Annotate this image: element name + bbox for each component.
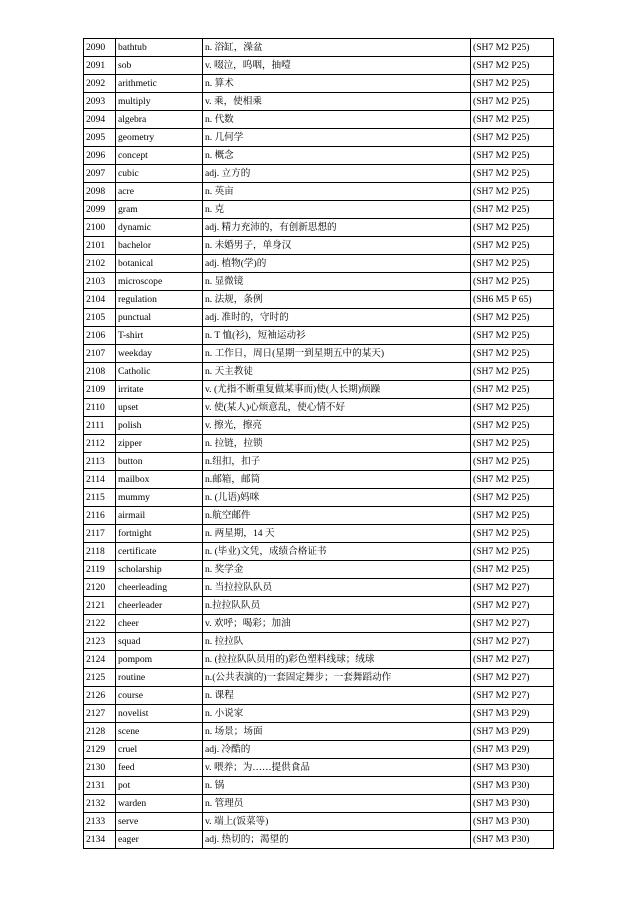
table-row — [84, 165, 554, 183]
chinese-definition: n. 小说家 — [203, 705, 471, 723]
source-reference: (SH7 M3 P30) — [471, 831, 554, 849]
english-word: eager — [116, 831, 203, 849]
table-row — [84, 399, 554, 417]
entry-number: 2095 — [84, 129, 116, 147]
chinese-definition: n. 浴缸，澡盆 — [203, 39, 471, 57]
table-row — [84, 831, 554, 849]
chinese-definition: n. 工作日，周日(星期一到星期五中的某天) — [203, 345, 471, 363]
table-row — [84, 687, 554, 705]
table-row — [84, 273, 554, 291]
table-row — [84, 435, 554, 453]
source-reference: (SH7 M2 P25) — [471, 57, 554, 75]
entry-number: 2117 — [84, 525, 116, 543]
table-row — [84, 183, 554, 201]
entry-number: 2115 — [84, 489, 116, 507]
chinese-definition: n. (儿语)妈咪 — [203, 489, 471, 507]
source-reference: (SH7 M2 P25) — [471, 417, 554, 435]
source-reference: (SH7 M2 P25) — [471, 75, 554, 93]
english-word: mailbox — [116, 471, 203, 489]
source-reference: (SH7 M2 P25) — [471, 147, 554, 165]
chinese-definition: adj. 准时的，守时的 — [203, 309, 471, 327]
source-reference: (SH7 M2 P27) — [471, 615, 554, 633]
english-word: feed — [116, 759, 203, 777]
english-word: mummy — [116, 489, 203, 507]
source-reference: (SH7 M2 P27) — [471, 579, 554, 597]
table-row — [84, 417, 554, 435]
table-row — [84, 453, 554, 471]
english-word: T-shirt — [116, 327, 203, 345]
english-word: bathtub — [116, 39, 203, 57]
table-row — [84, 777, 554, 795]
english-word: regulation — [116, 291, 203, 309]
source-reference: (SH7 M3 P30) — [471, 759, 554, 777]
source-reference: (SH7 M3 P30) — [471, 777, 554, 795]
english-word: airmail — [116, 507, 203, 525]
chinese-definition: n. 管理员 — [203, 795, 471, 813]
source-reference: (SH7 M2 P25) — [471, 381, 554, 399]
entry-number: 2104 — [84, 291, 116, 309]
english-word: scholarship — [116, 561, 203, 579]
english-word: acre — [116, 183, 203, 201]
english-word: zipper — [116, 435, 203, 453]
source-reference: (SH7 M3 P29) — [471, 705, 554, 723]
source-reference: (SH7 M2 P25) — [471, 237, 554, 255]
entry-number: 2131 — [84, 777, 116, 795]
entry-number: 2126 — [84, 687, 116, 705]
chinese-definition: n. (拉拉队队员用的)彩色塑料线球；绒球 — [203, 651, 471, 669]
chinese-definition: n. 两星期，14 天 — [203, 525, 471, 543]
source-reference: (SH7 M3 P30) — [471, 795, 554, 813]
chinese-definition: n. (毕业)文凭，成绩合格证书 — [203, 543, 471, 561]
table-row — [84, 129, 554, 147]
table-row — [84, 597, 554, 615]
source-reference: (SH7 M3 P29) — [471, 723, 554, 741]
entry-number: 2099 — [84, 201, 116, 219]
table-row — [84, 201, 554, 219]
source-reference: (SH7 M2 P25) — [471, 93, 554, 111]
source-reference: (SH7 M2 P27) — [471, 633, 554, 651]
english-word: cheerleading — [116, 579, 203, 597]
source-reference: (SH7 M2 P25) — [471, 543, 554, 561]
entry-number: 2100 — [84, 219, 116, 237]
source-reference: (SH7 M2 P25) — [471, 327, 554, 345]
source-reference: (SH7 M2 P25) — [471, 39, 554, 57]
entry-number: 2091 — [84, 57, 116, 75]
entry-number: 2092 — [84, 75, 116, 93]
source-reference: (SH7 M2 P25) — [471, 129, 554, 147]
entry-number: 2119 — [84, 561, 116, 579]
source-reference: (SH7 M2 P25) — [471, 453, 554, 471]
chinese-definition: v. 擦光，擦亮 — [203, 417, 471, 435]
table-row — [84, 75, 554, 93]
source-reference: (SH7 M2 P27) — [471, 669, 554, 687]
table-row — [84, 813, 554, 831]
entry-number: 2094 — [84, 111, 116, 129]
chinese-definition: adj. 热切的；渴望的 — [203, 831, 471, 849]
chinese-definition: v. (尤指不断重复做某事而)使(人长期)烦躁 — [203, 381, 471, 399]
english-word: novelist — [116, 705, 203, 723]
english-word: punctual — [116, 309, 203, 327]
source-reference: (SH7 M2 P25) — [471, 471, 554, 489]
english-word: pot — [116, 777, 203, 795]
chinese-definition: v. 端上(饭菜等) — [203, 813, 471, 831]
chinese-definition: n. T 恤(衫)，短袖运动衫 — [203, 327, 471, 345]
table-row — [84, 219, 554, 237]
english-word: microscope — [116, 273, 203, 291]
english-word: irritate — [116, 381, 203, 399]
table-row — [84, 795, 554, 813]
chinese-definition: n. 当拉拉队队员 — [203, 579, 471, 597]
table-row — [84, 489, 554, 507]
chinese-definition: n.纽扣，扣子 — [203, 453, 471, 471]
english-word: bachelor — [116, 237, 203, 255]
english-word: botanical — [116, 255, 203, 273]
source-reference: (SH7 M2 P25) — [471, 525, 554, 543]
source-reference: (SH7 M2 P25) — [471, 219, 554, 237]
chinese-definition: adj. 植物(学)的 — [203, 255, 471, 273]
english-word: fortnight — [116, 525, 203, 543]
chinese-definition: n. 法规，条例 — [203, 291, 471, 309]
source-reference: (SH7 M2 P27) — [471, 687, 554, 705]
table-row — [84, 57, 554, 75]
english-word: warden — [116, 795, 203, 813]
chinese-definition: n. 拉拉队 — [203, 633, 471, 651]
english-word: gram — [116, 201, 203, 219]
source-reference: (SH7 M2 P25) — [471, 255, 554, 273]
table-row — [84, 327, 554, 345]
entry-number: 2096 — [84, 147, 116, 165]
source-reference: (SH7 M2 P25) — [471, 201, 554, 219]
entry-number: 2120 — [84, 579, 116, 597]
chinese-definition: v. 欢呼；喝彩；加油 — [203, 615, 471, 633]
chinese-definition: n. 克 — [203, 201, 471, 219]
entry-number: 2106 — [84, 327, 116, 345]
chinese-definition: n. 课程 — [203, 687, 471, 705]
entry-number: 2114 — [84, 471, 116, 489]
entry-number: 2132 — [84, 795, 116, 813]
table-row — [84, 579, 554, 597]
chinese-definition: n. 天主教徒 — [203, 363, 471, 381]
chinese-definition: n. 未婚男子，单身汉 — [203, 237, 471, 255]
entry-number: 2118 — [84, 543, 116, 561]
source-reference: (SH7 M2 P25) — [471, 399, 554, 417]
entry-number: 2105 — [84, 309, 116, 327]
english-word: polish — [116, 417, 203, 435]
entry-number: 2127 — [84, 705, 116, 723]
table-row — [84, 723, 554, 741]
table-row — [84, 291, 554, 309]
source-reference: (SH7 M2 P25) — [471, 561, 554, 579]
table-row — [84, 507, 554, 525]
english-word: serve — [116, 813, 203, 831]
chinese-definition: n.航空邮件 — [203, 507, 471, 525]
english-word: upset — [116, 399, 203, 417]
table-row — [84, 669, 554, 687]
entry-number: 2124 — [84, 651, 116, 669]
english-word: button — [116, 453, 203, 471]
chinese-definition: adj. 立方的 — [203, 165, 471, 183]
chinese-definition: v. 喂养；为……提供食品 — [203, 759, 471, 777]
english-word: geometry — [116, 129, 203, 147]
entry-number: 2098 — [84, 183, 116, 201]
table-row — [84, 525, 554, 543]
english-word: algebra — [116, 111, 203, 129]
chinese-definition: n. 奖学金 — [203, 561, 471, 579]
table-row — [84, 363, 554, 381]
table-row — [84, 705, 554, 723]
english-word: concept — [116, 147, 203, 165]
entry-number: 2110 — [84, 399, 116, 417]
source-reference: (SH7 M2 P25) — [471, 183, 554, 201]
english-word: sob — [116, 57, 203, 75]
english-word: dynamic — [116, 219, 203, 237]
table-row — [84, 471, 554, 489]
source-reference: (SH7 M2 P25) — [471, 363, 554, 381]
entry-number: 2134 — [84, 831, 116, 849]
source-reference: (SH7 M2 P27) — [471, 597, 554, 615]
entry-number: 2122 — [84, 615, 116, 633]
english-word: squad — [116, 633, 203, 651]
source-reference: (SH7 M2 P25) — [471, 309, 554, 327]
chinese-definition: n. 概念 — [203, 147, 471, 165]
table-row — [84, 561, 554, 579]
table-row — [84, 741, 554, 759]
entry-number: 2103 — [84, 273, 116, 291]
entry-number: 2116 — [84, 507, 116, 525]
entry-number: 2090 — [84, 39, 116, 57]
source-reference: (SH7 M2 P27) — [471, 651, 554, 669]
entry-number: 2129 — [84, 741, 116, 759]
chinese-definition: v. 啜泣，呜咽，抽噎 — [203, 57, 471, 75]
chinese-definition: n. 英亩 — [203, 183, 471, 201]
chinese-definition: n. 拉链，拉锁 — [203, 435, 471, 453]
english-word: routine — [116, 669, 203, 687]
table-row — [84, 633, 554, 651]
table-row — [84, 759, 554, 777]
chinese-definition: n. 锅 — [203, 777, 471, 795]
entry-number: 2130 — [84, 759, 116, 777]
entry-number: 2102 — [84, 255, 116, 273]
english-word: cheerleader — [116, 597, 203, 615]
table-row — [84, 93, 554, 111]
chinese-definition: n. 几何学 — [203, 129, 471, 147]
english-word: multiply — [116, 93, 203, 111]
entry-number: 2097 — [84, 165, 116, 183]
entry-number: 2133 — [84, 813, 116, 831]
chinese-definition: n.邮箱，邮筒 — [203, 471, 471, 489]
chinese-definition: v. 使(某人)心烦意乱，使心情不好 — [203, 399, 471, 417]
entry-number: 2112 — [84, 435, 116, 453]
entry-number: 2109 — [84, 381, 116, 399]
english-word: pompom — [116, 651, 203, 669]
english-word: weekday — [116, 345, 203, 363]
entry-number: 2101 — [84, 237, 116, 255]
chinese-definition: n. 算术 — [203, 75, 471, 93]
table-row — [84, 39, 554, 57]
english-word: certificate — [116, 543, 203, 561]
entry-number: 2111 — [84, 417, 116, 435]
table-row — [84, 651, 554, 669]
entry-number: 2108 — [84, 363, 116, 381]
source-reference: (SH7 M2 P25) — [471, 273, 554, 291]
chinese-definition: n.拉拉队队员 — [203, 597, 471, 615]
entry-number: 2128 — [84, 723, 116, 741]
english-word: scene — [116, 723, 203, 741]
entry-number: 2113 — [84, 453, 116, 471]
table-row — [84, 147, 554, 165]
table-row — [84, 255, 554, 273]
source-reference: (SH7 M2 P25) — [471, 111, 554, 129]
chinese-definition: n.(公共表演的)一套固定舞步；一套舞蹈动作 — [203, 669, 471, 687]
source-reference: (SH7 M2 P25) — [471, 489, 554, 507]
chinese-definition: v. 乘，使相乘 — [203, 93, 471, 111]
table-row — [84, 381, 554, 399]
source-reference: (SH7 M3 P30) — [471, 813, 554, 831]
english-word: cubic — [116, 165, 203, 183]
table-row — [84, 309, 554, 327]
chinese-definition: n. 显微镜 — [203, 273, 471, 291]
table-row — [84, 111, 554, 129]
table-row — [84, 237, 554, 255]
english-word: Catholic — [116, 363, 203, 381]
english-word: cheer — [116, 615, 203, 633]
entry-number: 2121 — [84, 597, 116, 615]
entry-number: 2123 — [84, 633, 116, 651]
source-reference: (SH7 M2 P25) — [471, 507, 554, 525]
chinese-definition: adj. 冷酷的 — [203, 741, 471, 759]
source-reference: (SH7 M3 P29) — [471, 741, 554, 759]
table-row — [84, 345, 554, 363]
english-word: cruel — [116, 741, 203, 759]
entry-number: 2125 — [84, 669, 116, 687]
entry-number: 2093 — [84, 93, 116, 111]
english-word: course — [116, 687, 203, 705]
source-reference: (SH7 M2 P25) — [471, 165, 554, 183]
source-reference: (SH6 M5 P 65) — [471, 291, 554, 309]
table-row — [84, 615, 554, 633]
vocabulary-table — [83, 38, 554, 849]
english-word: arithmetic — [116, 75, 203, 93]
vocabulary-rows — [84, 39, 554, 849]
chinese-definition: adj. 精力充沛的，有创新思想的 — [203, 219, 471, 237]
source-reference: (SH7 M2 P25) — [471, 435, 554, 453]
table-row — [84, 543, 554, 561]
chinese-definition: n. 代数 — [203, 111, 471, 129]
entry-number: 2107 — [84, 345, 116, 363]
source-reference: (SH7 M2 P25) — [471, 345, 554, 363]
chinese-definition: n. 场景；场面 — [203, 723, 471, 741]
